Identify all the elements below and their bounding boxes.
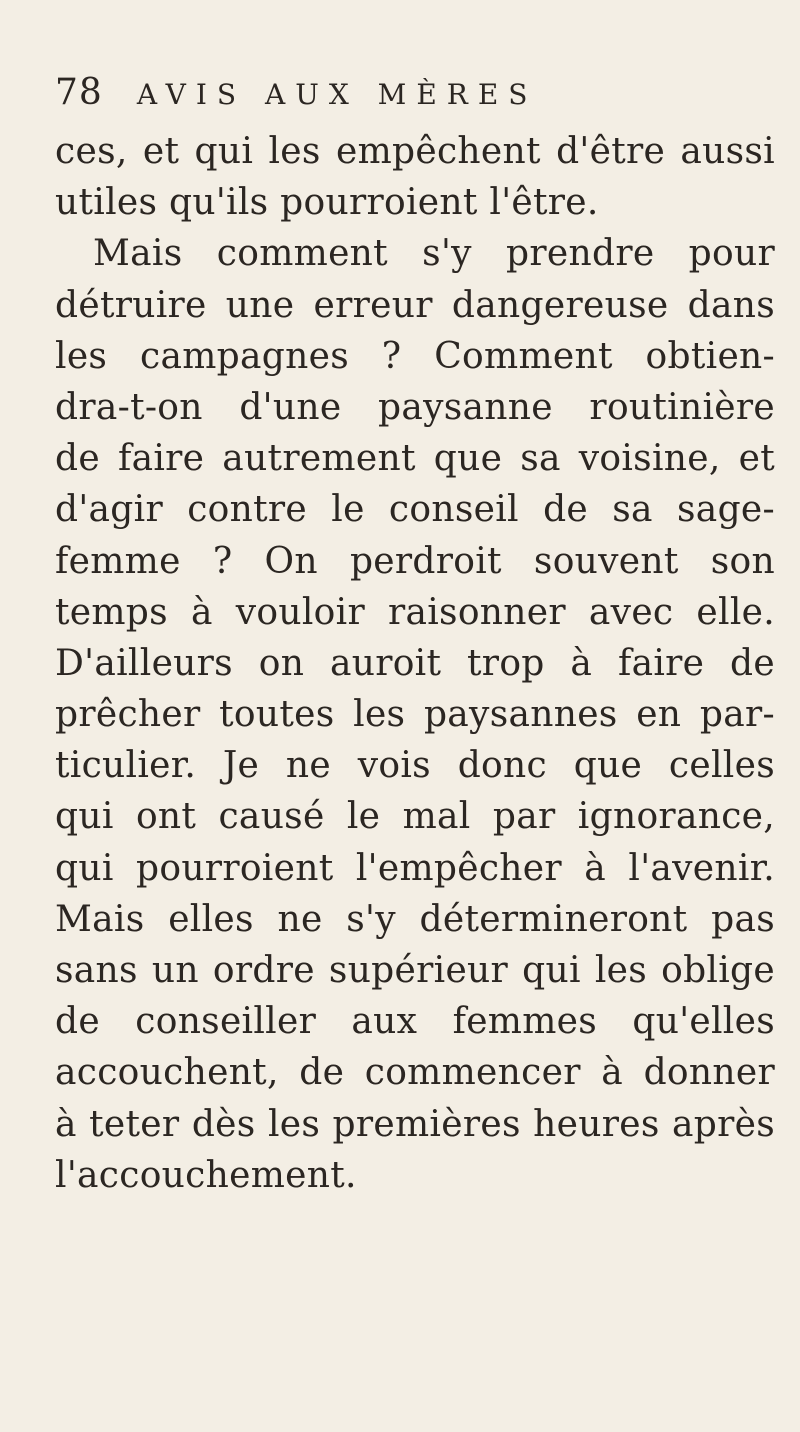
text-line: à teter dès les premières heures après: [55, 1103, 775, 1145]
body-text: [55, 126, 775, 1201]
text-line: d'agir contre le conseil de sa sage-: [55, 489, 775, 531]
text-line: l'accouchement.: [55, 1154, 357, 1196]
text-line: prêcher toutes les paysannes en par-: [55, 694, 775, 736]
text-line: qui pourroient l'empêcher à l'avenir.: [55, 847, 775, 889]
text-line: ticulier. Je ne vois donc que celles: [55, 745, 775, 787]
text-line: ces, et qui les empêchent d'être aussi: [55, 131, 775, 172]
text-line: Mais elles ne s'y détermineront pas: [55, 898, 775, 940]
text-line: dra-t-on d'une paysanne routinière: [55, 386, 775, 428]
text-line: détruire une erreur dangereuse dans: [55, 284, 775, 326]
text-line: de conseiller aux femmes qu'elles: [55, 1001, 775, 1043]
text-line: de faire autrement que sa voisine, et: [55, 438, 775, 480]
running-title: AVIS AUX MÈRES: [136, 78, 538, 111]
text-line: D'ailleurs on auroit trop à faire de: [55, 642, 775, 684]
text-line: accouchent, de commencer à donner: [55, 1052, 775, 1094]
page-header: [55, 72, 537, 122]
text-line: utiles qu'ils pourroient l'être.: [55, 182, 599, 224]
text-line: qui ont causé le mal par ignorance,: [55, 796, 775, 838]
text-line: temps à vouloir raisonner avec elle.: [55, 591, 775, 633]
text-line: femme ? On perdroit souvent son: [55, 540, 775, 582]
text-line: sans un ordre supérieur qui les oblige: [55, 950, 775, 991]
text-line: les campagnes ? Comment obtien-: [55, 335, 775, 377]
page-number: 78: [55, 72, 103, 113]
text-line: Mais comment s'y prendre pour: [93, 233, 775, 275]
